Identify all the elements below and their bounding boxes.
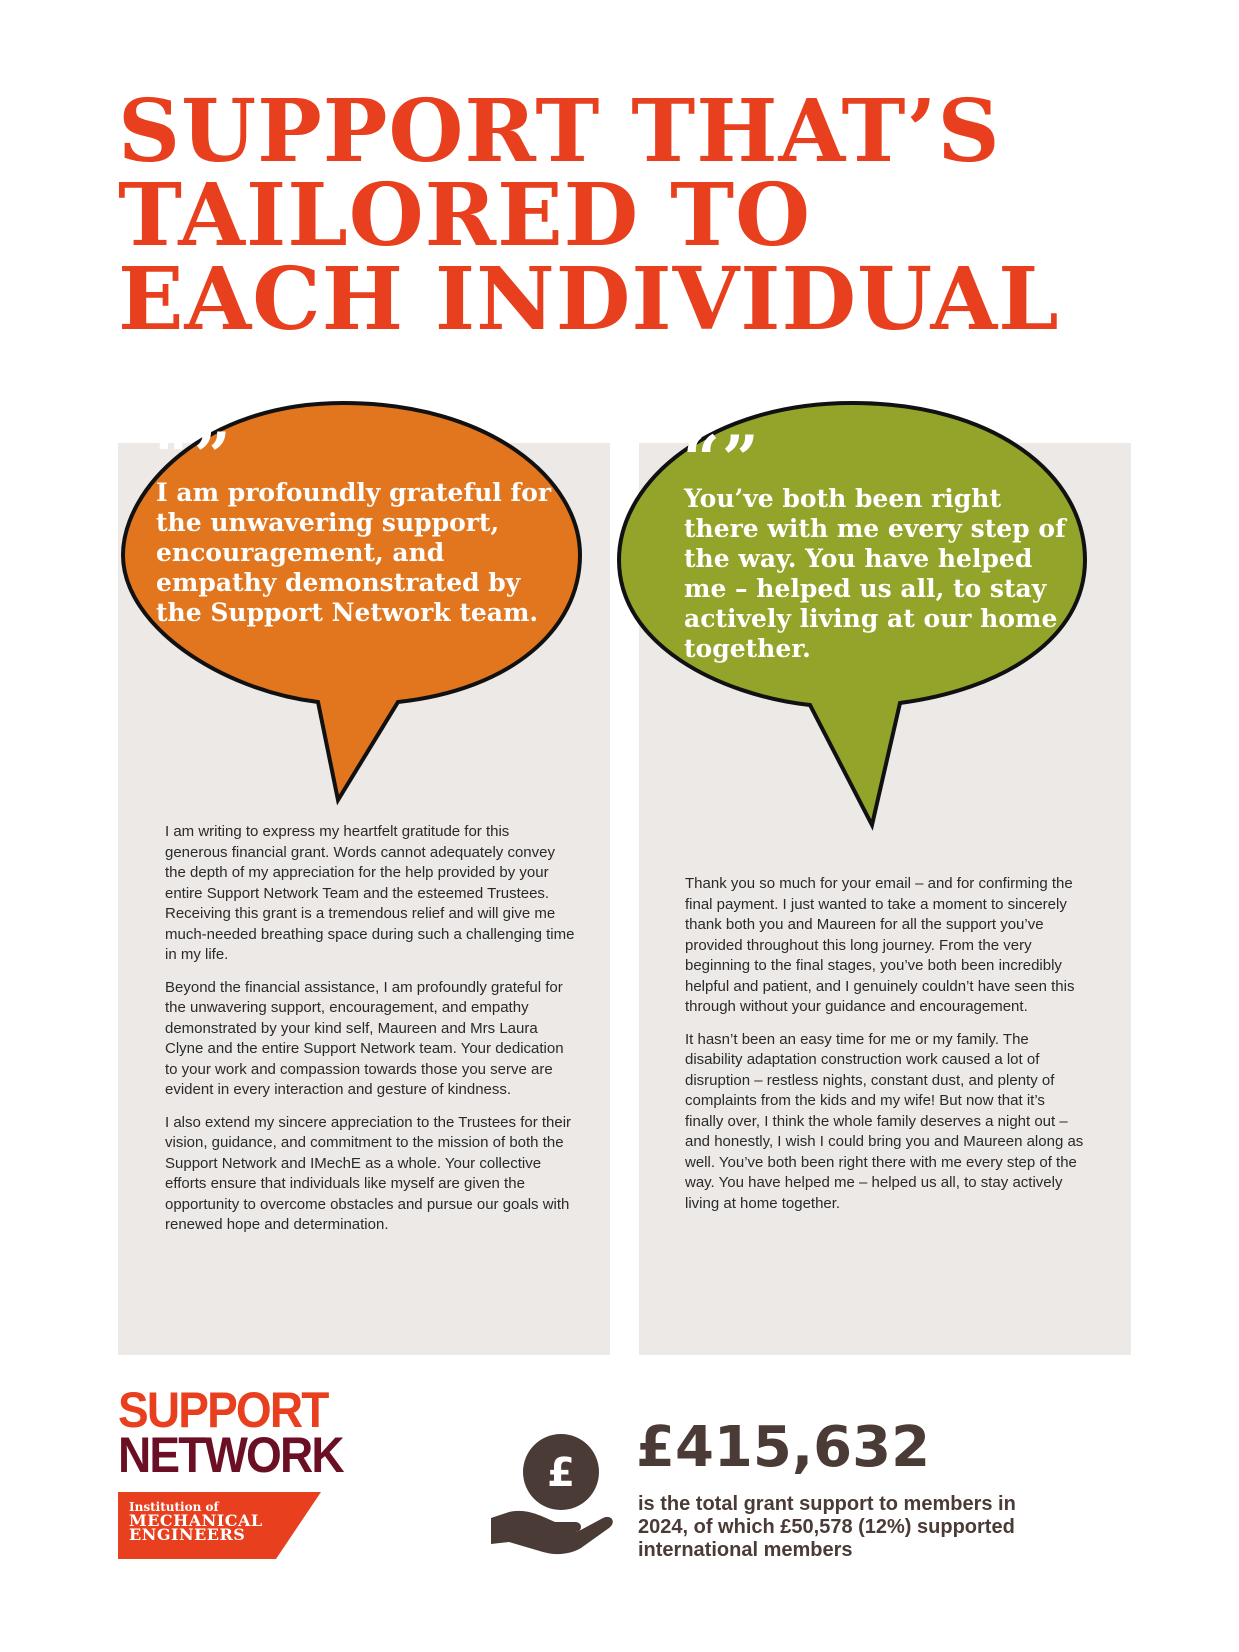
letter-paragraph: Thank you so much for your email – and for confirming the final payment. I just wanted to take a moment to sincerely thank both you and Maureen for all the support you’ve provided throughout this long journey. From the very beginning to the final stages, you’ve both been incredibly helpful and patient, and I genuinely couldn’t have seen this through without your guidance and encouragement.: [685, 875, 1075, 1015]
testimonial-2-quote: You’ve both been right there with me every step of the way. You have helped me – helped us all, to stay actively living at our home together.: [684, 484, 1066, 663]
letter-paragraph: It hasn’t been an easy time for me or my family. The disability adaptation construction work caused a lot of disruption – restless nights, constant dust, and plenty of complaints from the kids and my wife! But now that it’s finally over, I think the whole family deserves a night out – and honestly, I wish I could bring you and Maureen along as well. You’ve both been right there with me every step of the way. You have helped me – helped us all, to stay actively living at home together.: [685, 1030, 1084, 1212]
stat-value: £415,632: [636, 1415, 931, 1480]
imeche-logo-text: [129, 1500, 263, 1542]
pound-coin-hand-icon: [487, 1432, 617, 1557]
testimonial-1-letter: [165, 822, 575, 1248]
headline-line-1: SUPPORT THAT’S: [118, 81, 1001, 182]
testimonial-1-quote: I am profoundly grateful for the unwavering support, encouragement, and empathy demonstrated by the Support Network team.: [156, 478, 552, 627]
testimonial-2-letter: [685, 874, 1085, 1226]
letter-paragraph: I also extend my sincere appreciation to the Trustees for their vision, guidance, and commitment to the mission of both the Support Network and IMechE as a whole. Your collective efforts ensure that individuals like myself are given the opportunity to overcome obstacles and pursue our goals with renewed hope and determination.: [165, 1113, 572, 1233]
headline-line-2: TAILORED TO: [118, 165, 812, 266]
letter-paragraph: Beyond the financial assistance, I am profoundly grateful for the unwavering support, encouragement, and empathy demonstrated by your kind self, Maureen and Mrs Laura Clyne and the entire Support Network team. Your dedication to your work and compassion towards those you serve are evident in every interaction and gesture of kindness.: [165, 978, 564, 1098]
quote-marks-icon: “”: [683, 422, 761, 497]
logo-support-text: SUPPORT: [118, 1382, 328, 1438]
letter-paragraph: I am writing to express my heartfelt gratitude for this generous financial grant. Words cannot adequately convey the depth of my appreciation for the help provided by your entire Support Network Team and the esteemed Trustees. Receiving this grant is a tremendous relief and will give me much-needed breathing space during such a challenging time in my life.: [165, 823, 575, 963]
stat-caption: is the total grant support to members in 2024, of which £50,578 (12%) supported international members: [638, 1493, 1016, 1561]
logo-banner-small: Institution of: [129, 1500, 219, 1514]
logo-network-text: NETWORK: [118, 1427, 343, 1483]
quote-marks-icon: “”: [155, 419, 233, 494]
logo-banner-line-1: MECHANICAL: [129, 1511, 263, 1530]
logo-banner-line-2: ENGINEERS: [129, 1525, 246, 1544]
headline-line-3: EACH INDIVIDUAL: [118, 249, 1060, 350]
coin-symbol: £: [547, 1450, 575, 1496]
